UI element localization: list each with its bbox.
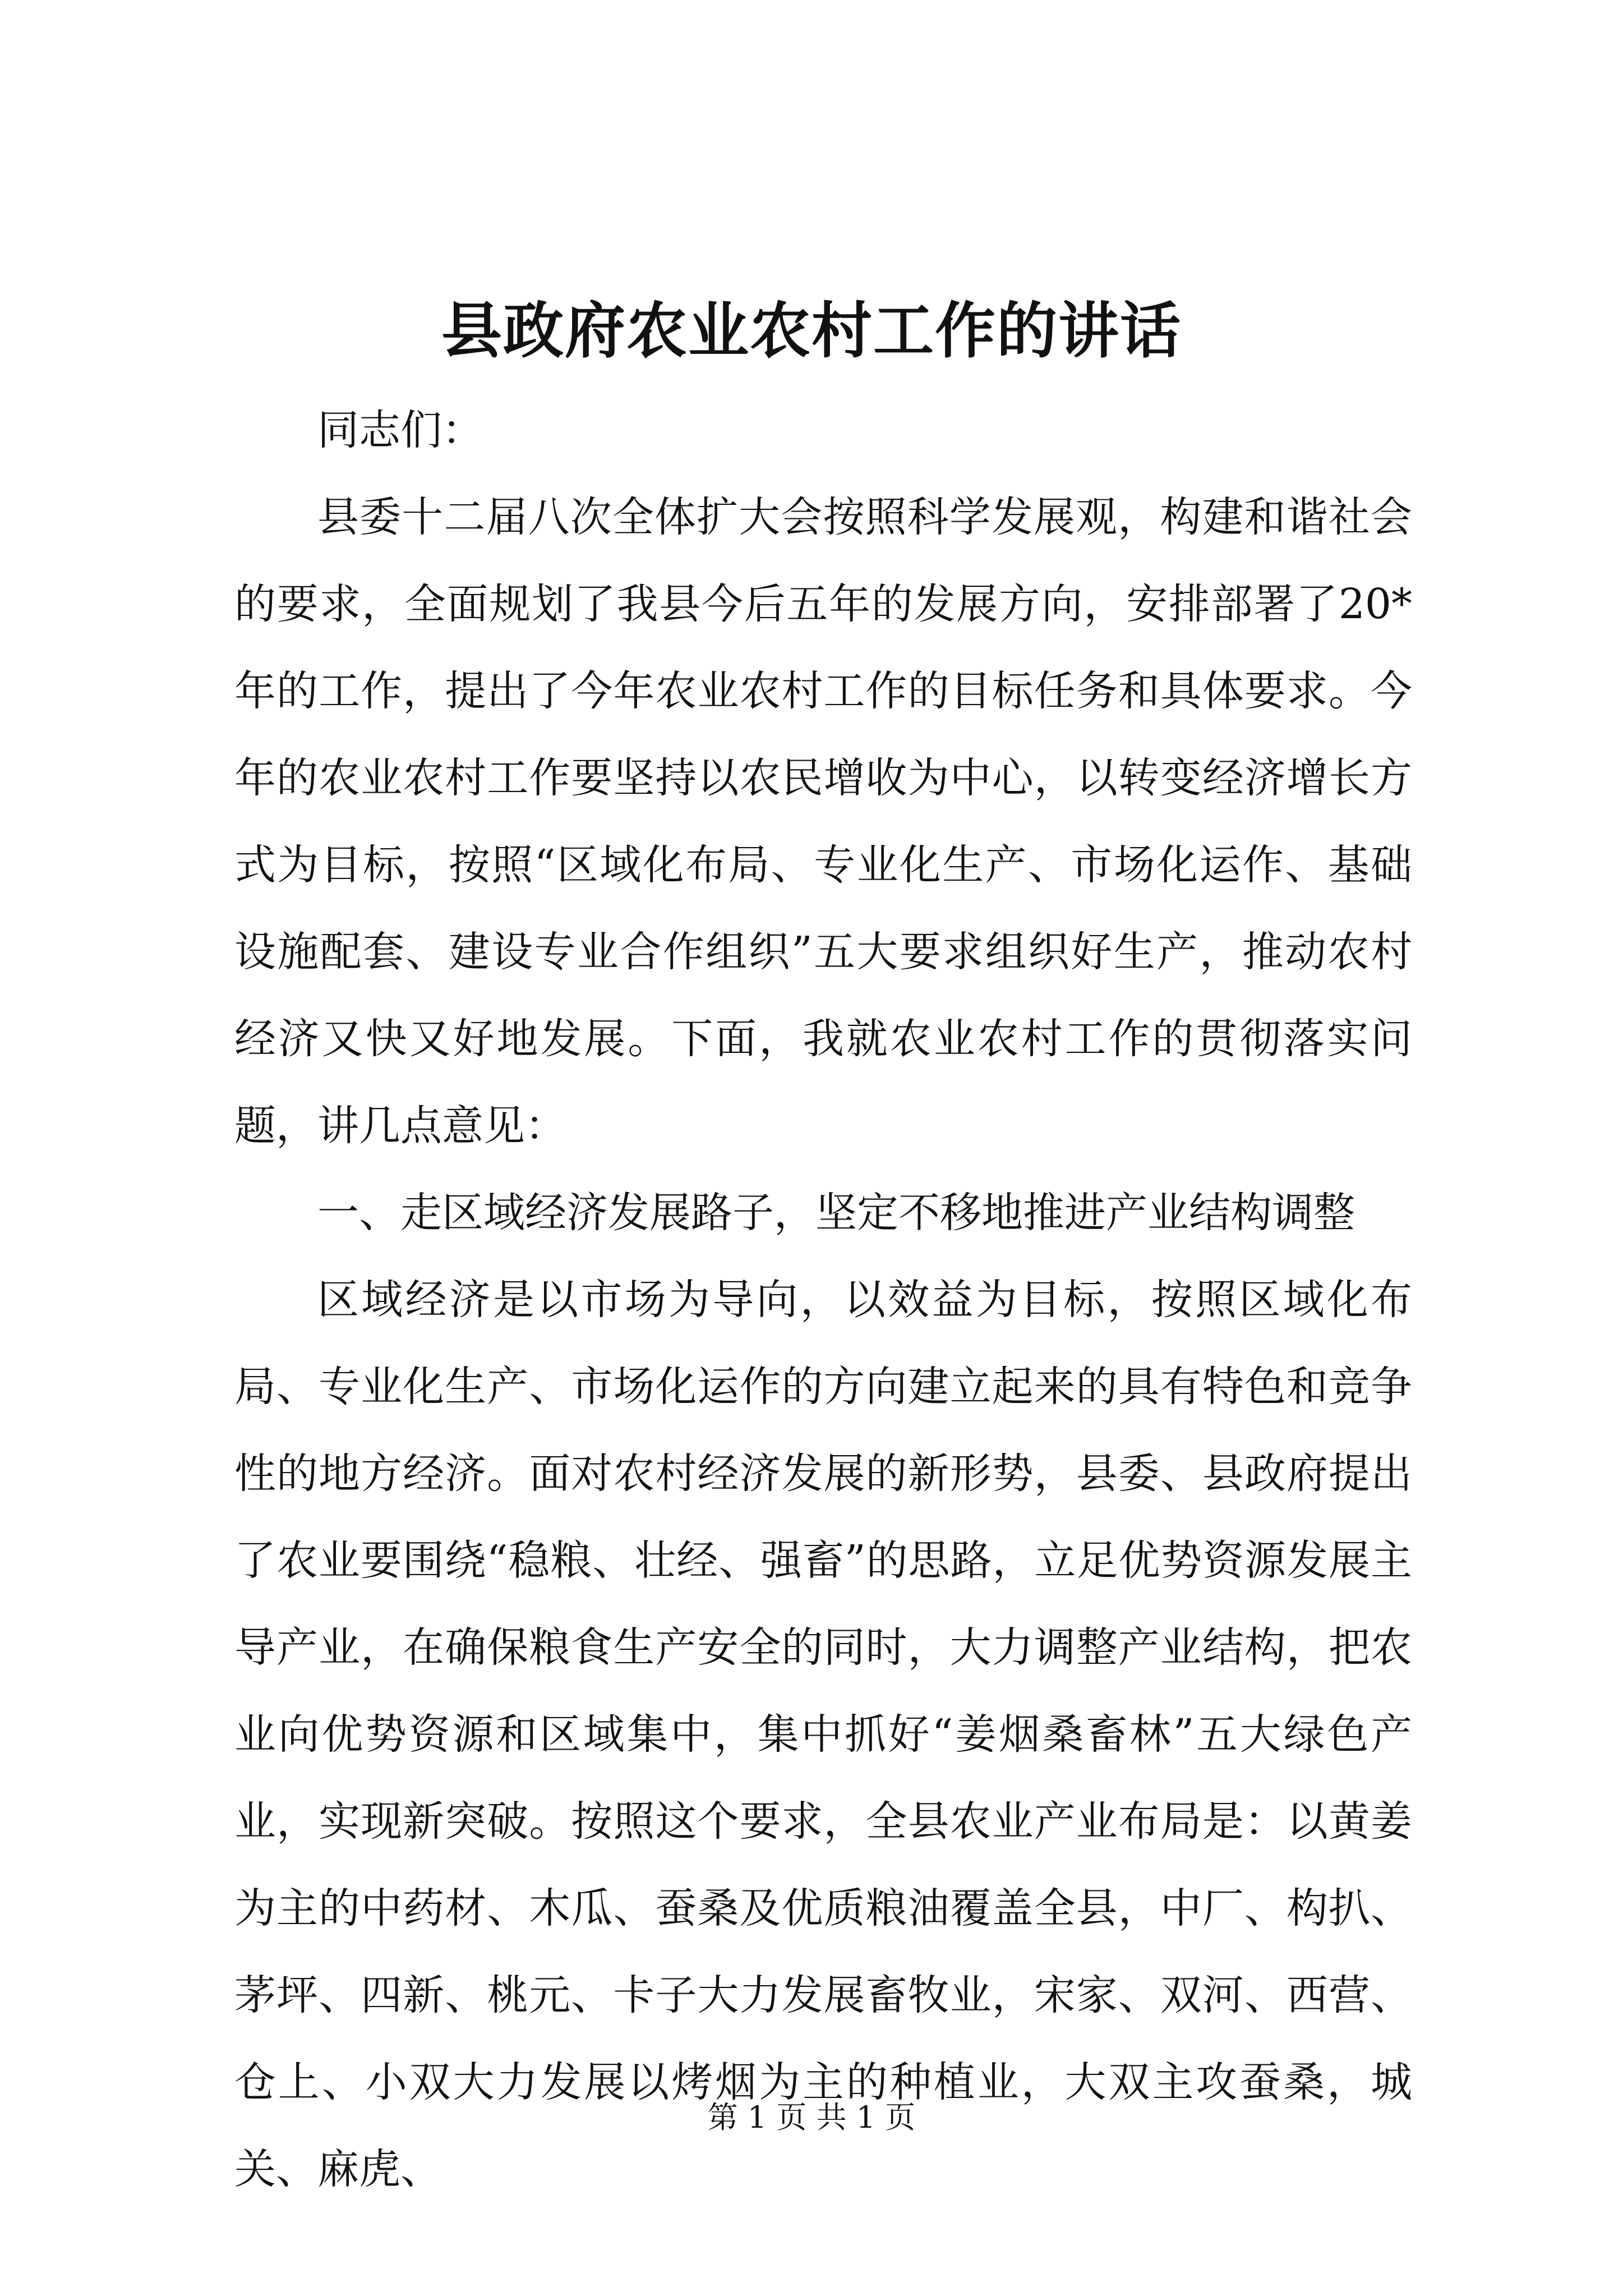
- page-footer: [0, 2098, 1623, 2137]
- document-title: 县政府农业农村工作的讲话: [441, 296, 1182, 366]
- section-heading: 一、走区域经济发展路子，坚定不移地推进产业结构调整: [317, 1189, 1355, 1237]
- document-body: [234, 387, 1412, 2213]
- page-number-label: 第 1 页 共 1 页: [707, 2100, 916, 2135]
- intro-paragraph: 县委十二届八次全体扩大会按照科学发展观，构建和谐社会的要求，全面规划了我县今后五年的发展方向，安排部署了20*年的工作，提出了今年农业农村工作的目标任务和具体要求。今年的农业农村工作要坚持以农民增收为中心，以转变经济增长方式为目标，按照“区域化布局、专业化生产、市场化运作、基础设施配套、建设专业合作组织”五大要求组织好生产，推动农村经济又快又好地发展。下面，我就农业农村工作的贯彻落实问题，讲几点意见：: [234, 493, 1412, 1150]
- section-paragraph: 区域经济是以市场为导向，以效益为目标，按照区域化布局、专业化生产、市场化运作的方向建立起来的具有特色和竞争性的地方经济。面对农村经济发展的新形势，县委、县政府提出了农业要围绕“稳粮、壮经、强畜”的思路，立足优势资源发展主导产业，在确保粮食生产安全的同时，大力调整产业结构，把农业向优势资源和区域集中，集中抓好“姜烟桑畜林”五大绿色产业，实现新突破。按照这个要求，全县农业产业布局是：以黄姜为主的中药材、木瓜、蚕桑及优质粮油覆盖全县，中厂、构扒、茅坪、四新、桃元、卡子大力发展畜牧业，宋家、双河、西营、仓上、小双大力发展以烤烟为主的种植业，大双主攻蚕桑，城关、麻虎、: [234, 1276, 1412, 2193]
- salutation: 同志们：: [317, 406, 483, 454]
